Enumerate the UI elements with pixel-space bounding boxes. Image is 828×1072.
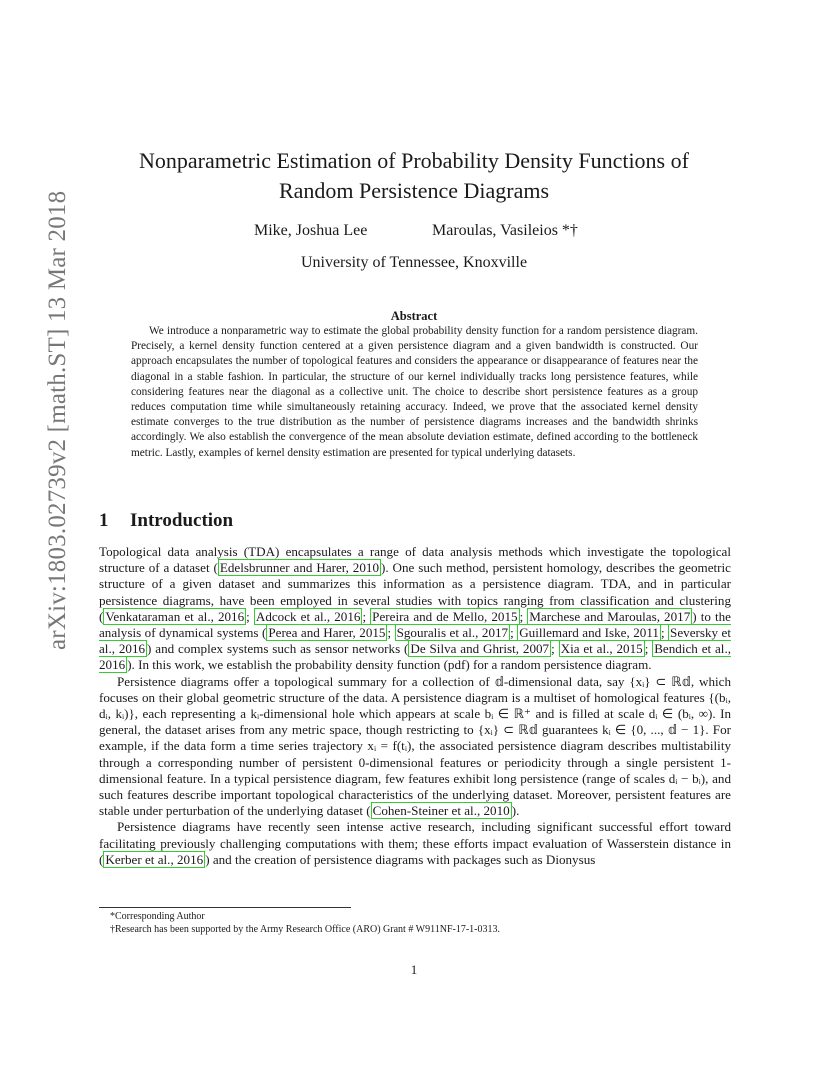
citation-link[interactable]: Seversky et al., 2016	[99, 625, 731, 657]
citation-link[interactable]: Venkataraman et al., 2016	[105, 608, 245, 624]
arxiv-sidebar	[22, 190, 71, 650]
paragraph: Topological data analysis (TDA) encapsulates a range of data analysis methods which investigate the topological structure of a dataset ( Edelsbrunner and Harer, 2010 ). One such method, persistent homology, describes the geometric structure of a given dataset and summarizes this information as a persistence diagram. TDA, and in particular persistence diagrams, have been employed in several studies with topics ranging from classification and clustering ( Venkataraman et al., 2016 ; Adcock et al., 2016 ; Pereira and de Mello, 2015 ; Marchese and Maroulas, 2017 ) to the analysis of dynamical systems ( Perea and Harer, 2015 ; Sgouralis et al., 2017 ; Guillemard and Iske, 2011 ; Seversky et al., 2016 ) and complex systems such as sensor networks ( De Silva and Ghrist, 2007 ; Xia et al., 2015 ; Bendich et al., 2016 ). In this work, we establish the probability density function (pdf) for a random persistence diagram.	[99, 544, 731, 673]
citation-link[interactable]: Perea and Harer, 2015	[268, 625, 386, 641]
paragraph: Persistence diagrams offer a topological summary for a collection of 𝕕-dimensional data, say {xᵢ} ⊂ ℝ𝕕, which focuses on their global geometric structure of the data. A persistence diagram is a multiset of homological features {(bᵢ, dᵢ, kᵢ)}, each representing a kᵢ-dimensional hole which appears at scale bᵢ ∈ ℝ⁺ and is filled at scale dᵢ ∈ (bᵢ, ∞). In general, the dataset arises from any metric space, though restricting to {xᵢ} ⊂ ℝ𝕕 guarantees kᵢ ∈ {0, ..., 𝕕 − 1}. For example, if the data form a time series trajectory xᵢ = f(tᵢ), the associated persistence diagram describes multistability through a corresponding number of persistent 0-dimensional features or periodicity through a single persistent 1-dimensional feature. In a typical persistence diagram, few features exhibit long persistence (range of scales dᵢ − bᵢ), and such features describe important topological characteristics of the underlying dataset. Moreover, persistent features are stable under perturbation of the underlying dataset ( Cohen-Steiner et al., 2010 ).	[99, 673, 731, 819]
citation-link[interactable]: Adcock et al., 2016	[255, 608, 361, 624]
author-name: Maroulas, Vasileios *†	[432, 222, 578, 239]
citation-link[interactable]: Bendich et al., 2016	[99, 641, 731, 673]
page-number: 1	[410, 962, 418, 977]
paper-title	[100, 146, 728, 206]
citation-link[interactable]: Xia et al., 2015	[560, 641, 643, 657]
title-line-1: Nonparametric Estimation of Probability Density Functions of	[139, 148, 689, 173]
citation-link[interactable]: Marchese and Maroulas, 2017	[529, 608, 691, 624]
footnote-divider	[99, 907, 351, 908]
footnotes	[110, 910, 730, 936]
title-line-2: Random Persistence Diagrams	[278, 178, 550, 203]
arxiv-identifier: arXiv:1803.02739v2 [math.ST] 13 Mar 2018	[44, 190, 71, 650]
body-text	[99, 544, 731, 868]
citation-link[interactable]: Sgouralis et al., 2017	[396, 625, 509, 641]
footnote: *Corresponding Author	[110, 911, 205, 922]
citation-link[interactable]: Guillemard and Iske, 2011	[519, 625, 659, 641]
affiliation: University of Tennessee, Knoxville	[300, 254, 528, 271]
citation-link[interactable]: De Silva and Ghrist, 2007	[410, 641, 550, 657]
paragraph: Persistence diagrams have recently seen intense active research, including significant successful effort toward facilitating previously challenging computations with them; these efforts impact evaluation of Wasserstein distance in ( Kerber et al., 2016 ) and the creation of persistence diagrams with packages such as Dionysus	[99, 819, 731, 867]
citation-link[interactable]: Cohen-Steiner et al., 2010	[372, 803, 510, 819]
citation-link[interactable]: Pereira and de Mello, 2015	[372, 608, 518, 624]
section-number: 1	[99, 510, 109, 531]
section-title: Introduction	[130, 510, 234, 531]
footnote: †Research has been supported by the Army Research Office (ARO) Grant # W911NF-17-1-0313.	[110, 924, 500, 935]
abstract-heading: Abstract	[390, 309, 438, 323]
author-name: Mike, Joshua Lee	[254, 222, 368, 239]
abstract-text: We introduce a nonparametric way to estimate the global probability density function for a random persistence diagram. Precisely, a kernel density function centered at a given persistence diagram and a given bandwidth is constructed. Our approach encapsulates the number of topological features and considers the appearance or disappearance of features near the diagonal in a stable fashion. In particular, the structure of our kernel individually tracks long persistence features, while considering features near the diagonal as a collective unit. The choice to describe short persistence features as a group reduces computation time while simultaneously retaining accuracy. Indeed, we prove that the associated kernel density estimate converges to the true distribution as the number of persistence diagrams increases and the bandwidth shrinks accordingly. We also establish the convergence of the mean absolute deviation estimate, defined according to the bottleneck metric. Lastly, examples of kernel density estimation are presented for typical underlying datasets.	[131, 325, 698, 459]
citation-link[interactable]: Kerber et al., 2016	[105, 851, 204, 867]
section-heading	[99, 510, 233, 532]
citation-link[interactable]: Edelsbrunner and Harer, 2010	[219, 560, 379, 576]
